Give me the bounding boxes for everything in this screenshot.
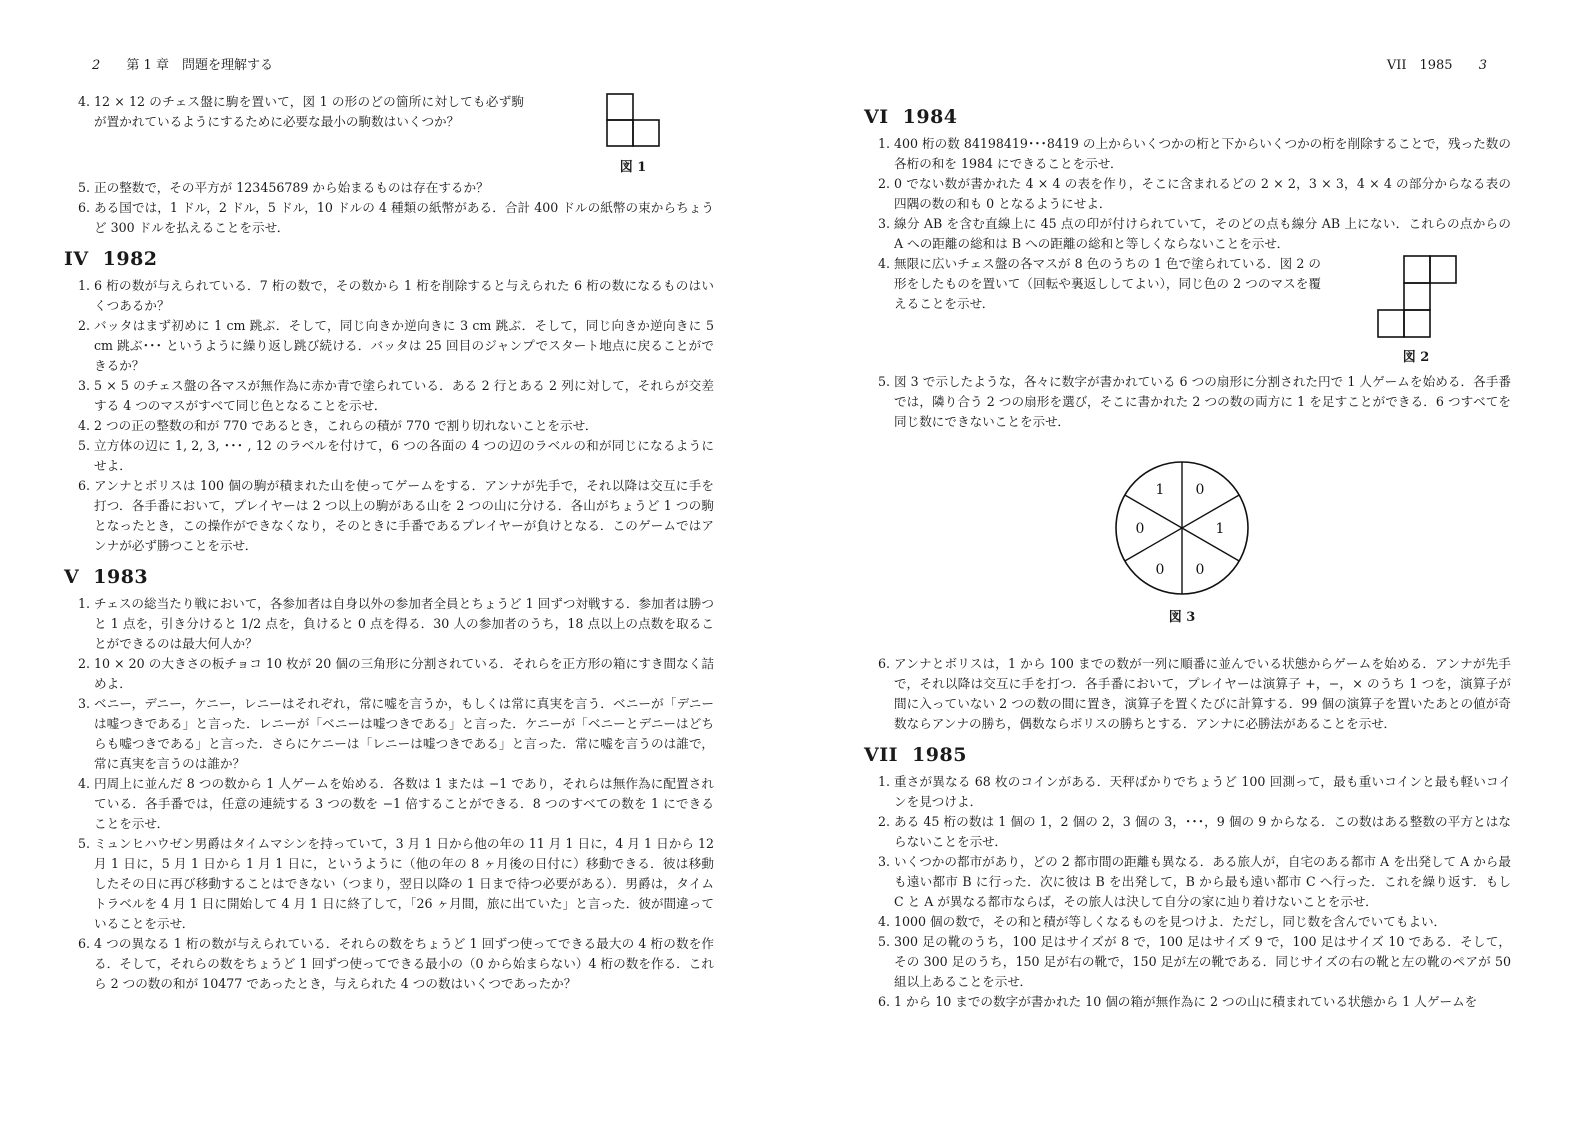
section-numeral: V — [64, 566, 80, 588]
figure-3-spacer — [864, 432, 1511, 654]
section-vii-problems — [864, 772, 1511, 1012]
running-section: VII 1985 — [1386, 58, 1453, 73]
section-iv-title — [64, 248, 714, 270]
continued-problems — [64, 92, 714, 132]
section-vi-problems-3 — [864, 654, 1511, 734]
right-page-number: 3 — [1478, 58, 1487, 73]
section-year: 1984 — [902, 106, 958, 128]
problem-item: 1. 6 桁の数が与えられている．7 桁の数で，その数から 1 桁を削除すると与えられた 6 桁の数になるものはいくつあるか？ — [94, 276, 714, 316]
problem-item: 5. 正の整数で，その平方が 123456789 から始まるものは存在するか？ — [94, 178, 714, 198]
problem-item: 1. 400 桁の数 84198419･･･8419 の上からいくつかの桁と下からいくつかの桁を削除することで，残った数の各桁の和を 1984 にできることを示せ． — [894, 134, 1511, 174]
section-vi-problems — [864, 134, 1511, 314]
section-v-title — [64, 566, 714, 588]
section-vi-problems-2 — [864, 372, 1511, 432]
problem-item: 3. いくつかの都市があり，どの 2 都市間の距離も異なる．ある旅人が，自宅のある都市 A を出発して A から最も遠い都市 B に行った．次に彼は B を出発して，B から最も遠い都市 C へ行った．これを繰り返す．もし C と A が異なる都市ならば，その旅人は決して自分の家に辿り着けないことを示せ． — [894, 852, 1511, 912]
problem-item: 3. ベニー，デニー，ケニー，レニーはそれぞれ，常に嘘を言うか，もしくは常に真実を言う．ベニーが「デニーは嘘つきである」と言った．レニーが「ベニーは嘘つきである」と言った．ケニーが「ベニーとデニーはどちらも嘘つきである」と言った．さらにケニーは「レニーは嘘つきである」と言った．常に嘘を言うのは誰で，常に真実を言うのは誰か？ — [94, 694, 714, 774]
sector-label: 0 — [1135, 521, 1145, 537]
problem-item: 5. 300 足の靴のうち，100 足はサイズが 8 で，100 足はサイズ 9 で，100 足はサイズ 10 である．そして，その 300 足のうち，150 足が右の靴で，150 足が左の靴である．同じサイズの右の靴と左の靴のペアが 50 組以上あることを示せ． — [894, 932, 1511, 992]
chapter-title: 第 1 章 問題を理解する — [126, 58, 273, 73]
figure-1-caption: 図 1 — [619, 160, 647, 175]
problem-item: 2. ある 45 桁の数は 1 個の 1，2 個の 2，3 個の 3，･･･，9 個の 9 からなる．この数はある整数の平方とはならないことを示せ． — [894, 812, 1511, 852]
problem-item: 5. ミュンヒハウゼン男爵はタイムマシンを持っていて，3 月 1 日から他の年の 11 月 1 日に，4 月 1 日から 12 月 1 日に，5 月 1 日から 1 月 1 日に，というように（他の年の 8 ヶ月後の日付に）移動できる．彼は移動したその日に再び移動することはできない（つまり，翌日以降の 1 日まで待つ必要がある）．男爵は，タイムトラベルを 4 月 1 日に開始して 4 月 1 日に終了して，「26 ヶ月間，旅に出ていた」と言った．彼が間違っていることを示せ． — [94, 834, 714, 934]
figure-3-caption: 図 3 — [1168, 610, 1196, 625]
problem-item: 4. 円周上に並んだ 8 つの数から 1 人ゲームを始める．各数は 1 または −1 であり，それらは無作為に配置されている．各手番では，任意の連続する 3 つの数を −1 倍することができる．8 つのすべての数を 1 にできることを示せ． — [94, 774, 714, 834]
problem-item: 4. 1000 個の数で，その和と積が等しくなるものを見つけよ．ただし，同じ数を含んでいてもよい． — [894, 912, 1511, 932]
problem-item: 5. 立方体の辺に 1, 2, 3, ･･･ , 12 のラベルを付けて，6 つの各面の 4 つの辺のラベルの和が同じになるようにせよ． — [94, 436, 714, 476]
section-iv-problems — [64, 276, 714, 556]
figure-2-caption: 図 2 — [1402, 350, 1430, 365]
problem-item: 3. 5 × 5 のチェス盤の各マスが無作為に赤か青で塗られている．ある 2 行とある 2 列に対して，それらが交差する 4 つのマスがすべて同じ色となることを示せ． — [94, 376, 714, 416]
problem-item: 2. 0 でない数が書かれた 4 × 4 の表を作り，そこに含まれるどの 2 × 2，3 × 3，4 × 4 の部分からなる表の四隅の数の和も 0 となるようにせよ． — [894, 174, 1511, 214]
problem-item: 1. チェスの総当たり戦において，各参加者は自身以外の参加者全員とちょうど 1 回ずつ対戦する．参加者は勝つと 1 点を，引き分けると 1/2 点を，負けると 0 点を得る．30 人の参加者のうち，18 点以上の点数を取ることができるのは最大何人か？ — [94, 594, 714, 654]
sector-label: 0 — [1195, 562, 1205, 578]
section-year: 1983 — [93, 566, 149, 588]
problem-item: 5. 図 3 で示したような，各々に数字が書かれている 6 つの扇形に分割された円で 1 人ゲームを始める．各手番では，隣り合う 2 つの扇形を選び，そこに書かれた 2 つの数の両方に 1 を足すことができる．6 つすべてを同じ数にできないことを示せ． — [894, 372, 1511, 432]
sector-label: 1 — [1155, 482, 1165, 498]
section-vi-title — [864, 106, 1511, 128]
figure-2-spacer — [864, 314, 1511, 372]
problem-item: 4. 無限に広いチェス盤の各マスが 8 色のうちの 1 色で塗られている．図 2 の形をしたものを置いて（回転や裏返ししてよい），同じ色の 2 つのマスを覆えることを示せ． — [894, 254, 1511, 314]
right-running-head — [1387, 54, 1487, 73]
sector-label: 0 — [1195, 482, 1205, 498]
section-numeral: VII — [864, 744, 899, 766]
problem-item: 6. 4 つの異なる 1 桁の数が与えられている．それらの数をちょうど 1 回ずつ使ってできる最大の 4 桁の数を作る．そして，それらの数をちょうど 1 回ずつ使ってできる最小の（0 から始まらない）4 桁の数を作る．これら 2 つの数の和が 10477 であったとき，与えられた 4 つの数はいくつであったか？ — [94, 934, 714, 994]
section-v-problems — [64, 594, 714, 994]
continued-problems-2 — [64, 178, 714, 238]
problem-item: 6. アンナとボリスは，1 から 100 までの数が一列に順番に並んでいる状態からゲームを始める．アンナが先手で，それ以降は交互に手を打つ．各手番において，プレイヤーは演算子 +，−，× のうち 1 つを，演算子が間に入っていない 2 つの数の間に置き，演算子を置くたびに計算する．99 個の演算子を置いたあとの値が奇数ならアンナの勝ち，偶数ならボリスの勝ちとする．アンナに必勝法があることを示せ． — [894, 654, 1511, 734]
right-column — [864, 102, 1511, 1012]
problem-item: 2. バッタはまず初めに 1 cm 跳ぶ．そして，同じ向きか逆向きに 3 cm 跳ぶ．そして，同じ向きか逆向きに 5 cm 跳ぶ･･･ というように繰り返し跳び続ける．バッタは 25 回目のジャンプでスタート地点に戻ることができるか？ — [94, 316, 714, 376]
problem-item: 1. 重さが異なる 68 枚のコインがある．天秤ばかりでちょうど 100 回測って，最も重いコインと最も軽いコインを見つけよ． — [894, 772, 1511, 812]
left-running-head — [92, 54, 273, 73]
figure-spacer — [64, 132, 714, 178]
section-numeral: IV — [64, 248, 89, 270]
sector-label: 0 — [1155, 562, 1165, 578]
problem-item: 4. 12 × 12 のチェス盤に駒を置いて，図 1 の形のどの箇所に対しても必ず駒が置かれているようにするために必要な最小の駒数はいくつか？ — [94, 92, 714, 132]
right-page — [791, 0, 1582, 1130]
problem-item: 6. 1 から 10 までの数字が書かれた 10 個の箱が無作為に 2 つの山に積まれている状態から 1 人ゲームを — [894, 992, 1511, 1012]
problem-item: 6. ある国では，1 ドル，2 ドル，5 ドル，10 ドルの 4 種類の紙幣がある．合計 400 ドルの紙幣の束からちょうど 300 ドルを払えることを示せ． — [94, 198, 714, 238]
problem-item: 2. 10 × 20 の大きさの板チョコ 10 枚が 20 個の三角形に分割されている．それらを正方形の箱にすき間なく詰めよ． — [94, 654, 714, 694]
sector-label: 1 — [1215, 521, 1225, 537]
problem-item: 6. アンナとボリスは 100 個の駒が積まれた山を使ってゲームをする．アンナが先手で，それ以降は交互に手を打つ．各手番において，プレイヤーは 2 つ以上の駒がある山を 2 つの山に分ける．各山がちょうど 1 つの駒となったとき，この操作ができなくなり，そのときに手番であるプレイヤーが負けとなる．このゲームではアンナが必ず勝つことを示せ． — [94, 476, 714, 556]
section-year: 1985 — [912, 744, 967, 766]
left-page-number: 2 — [92, 58, 101, 73]
problem-item: 3. 線分 AB を含む直線上に 45 点の印が付けられていて，そのどの点も線分 AB 上にない．これらの点からの A への距離の総和は B への距離の総和と等しくならないことを示せ． — [894, 214, 1511, 254]
section-vii-title — [864, 744, 1511, 766]
section-year: 1982 — [102, 248, 158, 270]
problem-item: 4. 2 つの正の整数の和が 770 であるとき，これらの積が 770 で割り切れないことを示せ． — [94, 416, 714, 436]
left-column — [64, 92, 714, 994]
section-numeral: VI — [864, 106, 889, 128]
